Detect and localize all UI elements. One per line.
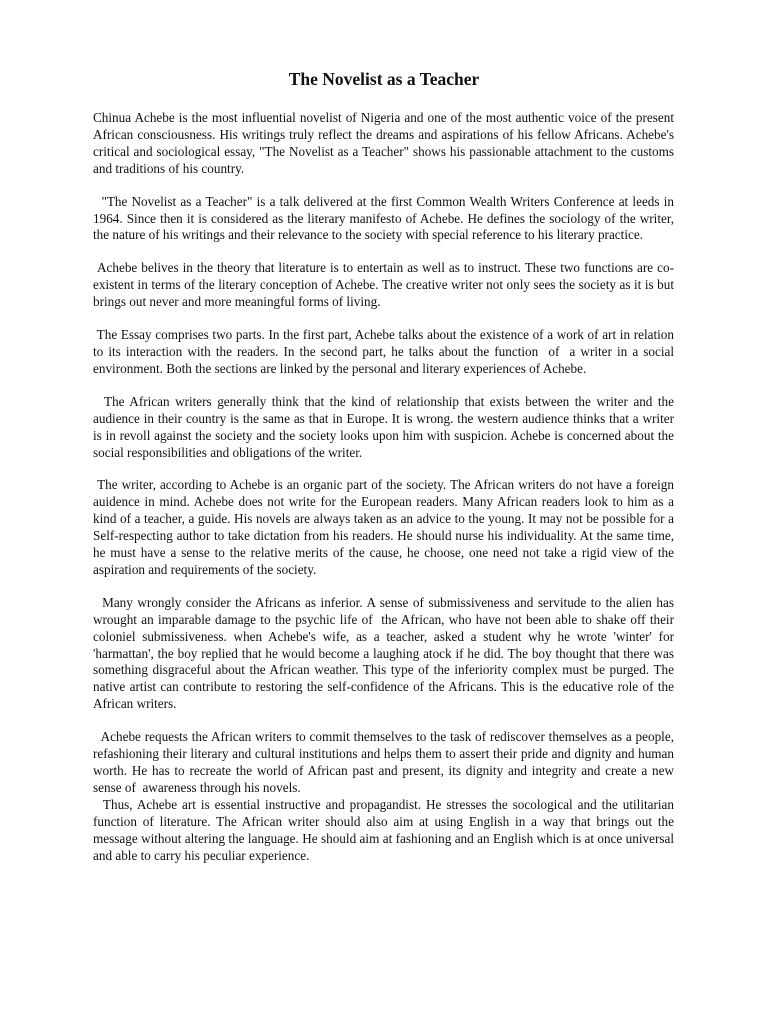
paragraph-writer-audience: The African writers generally think that the kind of relationship that exists between the writer and the audience in their country is the same as that in Europe. It is wrong. the western audience thinks that a writer is in revoll against the society and the society looks upon him with suspicion. Achebe is concerned about the social responsibilities and obligations of the writer. [93, 393, 678, 460]
paragraph-inferiority: Many wrongly consider the Africans as inferior. A sense of submissiveness and servitude to the alien has wrought an imparable damage to the psychic life of the African, who have not been able to shake off their coloniel submissiveness. when Achebe's wife, as a teacher, asked a student why he wrote 'winter' for 'harmattan', the boy replied that he would become a laughing atock if he did. The boy thought that there was something disgraceful about the African weather. This type of the inferiority complex must be purged. The native artist can contribute to restoring the self-confidence of the Africans. This is the educative role of the African writers. [93, 594, 678, 712]
paragraph-organic-writer: The writer, according to Achebe is an organic part of the society. The African writers do not have a foreign auidence in mind. Achebe does not write for the European readers. Many African readers look to him as a kind of a teacher, a guide. His novels are always taken as an advice to the young. It may not be possible for a Self-respecting author to take dictation from his readers. He should nurse his individuality. At the same time, he must have a sense to the relative merits of the cause, he choose, one need not take a rigid view of the aspiration and requirements of the society. [93, 477, 678, 577]
document-body [93, 110, 678, 864]
paragraph-essay-parts: The Essay comprises two parts. In the first part, Achebe talks about the existence of a work of art in relation to its interaction with the readers. In the second part, he talks about the function of a writer in a social environment. Both the sections are linked by the personal and literary experiences of Achebe. [93, 327, 678, 376]
paragraph-rediscover: Achebe requests the African writers to commit themselves to the task of rediscover themselves as a people, refashioning their literary and cultural institutions and helps them to assert their pride and dignity and human worth. He has to recreate the world of African past and present, its dignity and integrity and create a new sense of awareness through his novels. [93, 729, 678, 795]
paragraph-literature-theory: Achebe belives in the theory that literature is to entertain as well as to instruct. These two functions are co-existent in terms of the literary conception of Achebe. The creative writer not only sees the society as it is but brings out never and more meaningful forms of living. [93, 260, 678, 310]
paragraph-conclusion: Thus, Achebe art is essential instructive and propagandist. He stresses the socological and the utilitarian function of literature. The African writer should also aim at using English in a way that brings out the message without altering the language. He should aim at fashioning and an English which is at once universal and able to carry his peculiar experience. [93, 796, 678, 863]
paragraph-talk-delivered: "The Novelist as a Teacher" is a talk delivered at the first Common Wealth Writers Conference at leeds in 1964. Since then it is considered as the literary manifesto of Achebe. He defines the sociology of the writer, the nature of his writings and their relevance to the society with special reference to his literary practice. [93, 193, 678, 243]
document-title: The Novelist as a Teacher [288, 69, 480, 89]
paragraph-intro: Chinua Achebe is the most influential novelist of Nigeria and one of the most authentic voice of the present African consciousness. His writings truly reflect the dreams and aspirations of his fellow Africans. Achebe's critical and sociological essay, "The Novelist as a Teacher" shows his passionable attachment to the customs and traditions of his country. [93, 110, 678, 176]
